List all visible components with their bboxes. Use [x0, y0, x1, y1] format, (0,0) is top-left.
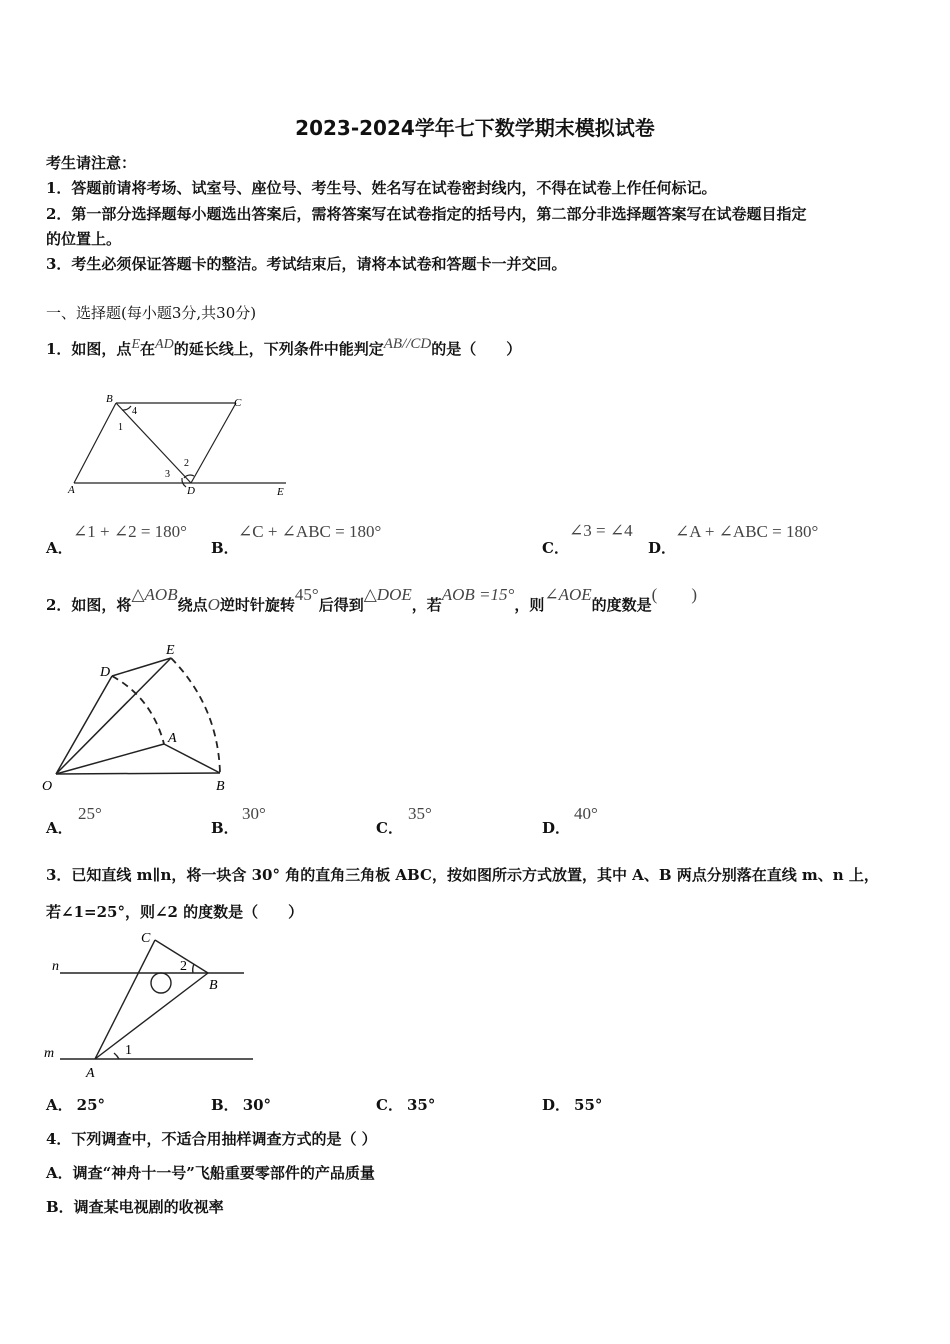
angle-3: 3	[165, 469, 170, 480]
option-math: 35°	[408, 804, 432, 823]
question-3-line2: 若∠1=25°，则∠2 的度数是（ ）	[46, 903, 304, 921]
question-1-figure	[60, 388, 300, 503]
question-3-figure	[40, 926, 260, 1081]
label-E: E	[277, 486, 284, 498]
option-math: ∠1 + ∠2 = 180°	[73, 522, 187, 541]
label-O: O	[42, 779, 53, 794]
question-3-line1: 3．已知直线 m∥n，将一块含 30° 角的直角三角板 ABC，按如图所示方式放置，其中 A、B 两点分别落在直线 m、n 上，	[46, 866, 879, 884]
option-label: C．	[376, 819, 403, 837]
angle-2: 2	[180, 959, 187, 974]
notice-item: 1．答题前请将考场、试室号、座位号、考生号、姓名写在试卷密封线内，不得在试卷上作任何标记。	[46, 179, 717, 197]
option-label: A．	[46, 819, 73, 837]
option-label: D．	[542, 819, 571, 837]
page-title: 2023-2024学年七下数学期末模拟试卷	[295, 116, 655, 140]
question-2-figure	[40, 636, 240, 796]
notice-item: 3．考生必须保证答题卡的整洁。考试结束后，请将本试卷和答题卡一并交回。	[46, 255, 567, 273]
angle-1: 1	[125, 1043, 132, 1058]
label-n: n	[52, 959, 59, 974]
option: B． 30°	[211, 1096, 272, 1114]
option-math: 25°	[78, 804, 102, 823]
notice-item: 2．第一部分选择题每小题选出答案后，需将答案写在试卷指定的括号内，第二部分非选择题答案写在试卷题目指定	[46, 205, 807, 223]
label-B: B	[216, 779, 225, 794]
angle-4: 4	[132, 406, 137, 417]
option: D． 55°	[542, 1096, 603, 1114]
option-math: 40°	[574, 804, 598, 823]
question-4-stem: 4．下列调查中，不适合用抽样调查方式的是（ ）	[46, 1130, 377, 1148]
option: C． 35°	[376, 1096, 436, 1114]
notice-heading: 考生请注意：	[46, 154, 137, 172]
option-label: B．	[211, 819, 239, 837]
option-label: D．	[648, 539, 677, 557]
notice-item: 的位置上。	[46, 230, 122, 248]
option: B．调查某电视剧的收视率	[46, 1198, 224, 1216]
question-1-stem: 1．如图，点E在AD的延长线上，下列条件中能判定AB//CD的是（ ）	[46, 336, 522, 358]
option-label: C．	[542, 539, 569, 557]
section-heading: 一、选择题(每小题3分,共30分)	[46, 304, 257, 322]
option-math: ∠A + ∠ABC = 180°	[675, 522, 819, 541]
label-C: C	[141, 931, 151, 946]
option-math: 30°	[242, 804, 266, 823]
option-label: A．	[46, 539, 73, 557]
label-B: B	[106, 393, 113, 405]
question-2-stem: 2．如图，将△AOB绕点O逆时针旋转45°后得到△DOE，若AOB =15°，则∠AOE的度数是( )	[46, 585, 697, 614]
angle-1: 1	[118, 422, 123, 433]
label-A: A	[86, 1066, 95, 1081]
option-math: ∠3 = ∠4	[569, 521, 633, 540]
option-math: ∠C + ∠ABC = 180°	[238, 522, 382, 541]
label-D: D	[187, 485, 195, 497]
label-E: E	[166, 643, 175, 658]
label-D: D	[100, 665, 111, 680]
label-C: C	[234, 397, 242, 409]
angle-2: 2	[184, 458, 189, 469]
label-A: A	[68, 484, 75, 496]
option: A．调查“神舟十一号”飞船重要零部件的产品质量	[46, 1164, 375, 1182]
label-A: A	[168, 731, 177, 746]
option: A． 25°	[46, 1096, 106, 1114]
option-label: B．	[211, 539, 239, 557]
label-B: B	[209, 978, 218, 993]
label-m: m	[44, 1046, 55, 1061]
